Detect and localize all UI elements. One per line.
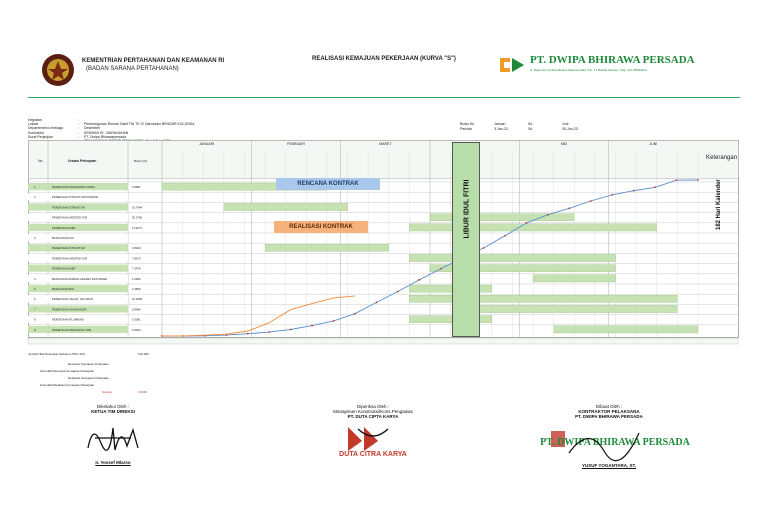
task-no: 6: [34, 297, 36, 302]
task-bar: [471, 305, 677, 312]
rencana-point: [568, 207, 570, 209]
meta-key: Surat Perjanjian: [28, 134, 53, 139]
meta-row: Departemen/Lembaga : Desember: [28, 126, 101, 131]
task-label: PEKERJAAN PENATAAN SITE: [52, 327, 92, 332]
meta-key: Departemen/Lembaga: [28, 126, 63, 131]
rencana-kontrak-label: RENCANA KONTRAK: [276, 178, 380, 190]
task-no: 8: [34, 317, 36, 322]
task-bobot: 11.9273: [132, 225, 142, 230]
task-bobot: 7.8573: [132, 256, 141, 261]
task-no: 4: [34, 276, 36, 281]
rencana-point: [590, 200, 592, 202]
rencana-point: [504, 235, 506, 237]
task-bobot: 1.0905: [132, 276, 141, 281]
rencana-point: [697, 179, 699, 181]
task-no: 7: [34, 307, 36, 312]
sig-mid-role: Manajemen Konstruksi/Kons.Pengawas: [333, 409, 413, 414]
task-bar: [409, 224, 656, 231]
col-bobot-header: Bobot (%): [134, 159, 148, 163]
signature-right: [540, 404, 690, 468]
company-logo-address: Jl. Raya Sumur Batu Buana Sarana Indah I No. 17 Bekasi Selatan | Telp. 021-85811444: [530, 68, 647, 72]
meta-value: Desember: [84, 126, 101, 131]
col-uraian-header: Uraian Pekerjaan: [68, 159, 97, 163]
meta-row: Kegiatan :: [28, 118, 79, 122]
month-header: JUNI: [649, 142, 658, 146]
hari-kalender-label: 182 Hari Kalender: [716, 179, 722, 230]
rencana-point: [633, 190, 635, 192]
task-label: PEKERJAAN MEP: [52, 266, 76, 271]
task-label: PEKERJAAN ARSITEKTUR: [52, 215, 87, 220]
realisasi-curve: [162, 296, 355, 336]
meta-value: KEMHAN RI - BARANAHAN: [84, 130, 129, 135]
task-label: BANGUNAN IGD: [52, 236, 74, 240]
sig-left-name: Ir. Yossef Mlarso: [95, 460, 131, 465]
libur-idul-fitri-label: LIBUR IDUL FITRI: [463, 179, 471, 239]
summary-band: [28, 338, 738, 344]
schedule-grid-svg: [28, 140, 740, 345]
kurva-s-sheet: [28, 40, 740, 505]
task-label: PEKERJAAN JALAN, SALURAN: [52, 297, 93, 302]
task-row-bg: [28, 285, 128, 292]
nilai-pekerjaan-value: 100,000: [138, 352, 149, 356]
kemhan-emblem-icon: [40, 52, 76, 88]
task-bobot: 2.4893: [132, 287, 141, 291]
task-label: BANGUNAN IPAL: [52, 287, 75, 291]
month-header: FEBRUARI: [287, 142, 305, 146]
rencana-point: [654, 186, 656, 188]
task-row-bg: [28, 224, 128, 231]
task-label: PEKERJAAN PLUMBING: [52, 317, 85, 322]
task-bobot: 1.8944: [132, 327, 141, 332]
document-title: REALISASI KEMAJUAN PEKERJAAN (KURVA "S"): [312, 56, 456, 62]
task-label: PEKERJAAN STRUKTUR: [52, 246, 85, 251]
rencana-point: [418, 279, 420, 281]
rencana-point: [247, 333, 249, 335]
libur-idul-fitri-block: [452, 142, 480, 337]
task-no: 2: [34, 195, 36, 200]
bulan-from: Januari: [494, 122, 506, 126]
task-row-bg: [28, 265, 128, 272]
task-label: BANGUNAN RUMAH GENSET DAN PANEL: [52, 276, 108, 281]
task-label: PEKERJAAN MEP: [52, 225, 76, 230]
signature-scribble-icon: [83, 418, 143, 458]
nilai-pekerjaan-label: Jumlah Nilai Pekerjaan Sebelum PPN 11%: [28, 352, 85, 356]
org-name: KEMENTRIAN PERTAHANAN DAN KEAMANAN RI: [82, 58, 225, 64]
period-meta: [460, 122, 596, 132]
task-bobot: 0.8080: [132, 307, 141, 312]
bulan-to: Juni: [562, 122, 569, 126]
task-label: PEKERJAAN ARSITEKTUR: [52, 256, 87, 261]
company-logo-name: PT. DWIPA BHIRAWA PERSADA: [530, 54, 695, 66]
task-label: PEKERJAAN STRUKTUR PONDASI: [52, 195, 99, 200]
document-header: [28, 52, 740, 98]
bulan-sd: Sd: [528, 122, 533, 126]
deviasi-value: 0.0000: [138, 390, 148, 394]
sig-right-name: YUSUF YOGANTARA, ST.: [581, 463, 637, 468]
sig-mid-label: Diperiksa Oleh :: [356, 404, 389, 409]
sig-right-label: Dibuat Oleh :: [595, 404, 623, 409]
task-bobot: 19.7644: [132, 205, 143, 210]
task-label: PEKERJAAN PERSIAPAN KOMIS: [52, 185, 96, 189]
company-stamp-icon: [540, 423, 690, 461]
signature-middle: [298, 404, 448, 457]
task-bobot: 10.4084: [132, 297, 143, 302]
duta-citra-karya-logo-text: DUTA CITRA KARYA: [339, 451, 407, 458]
task-no: 1: [34, 185, 36, 189]
sig-right-role: KONTRAKTOR PELAKSANA: [578, 409, 640, 414]
task-label: PEKERJAAN STRUKTUR: [52, 205, 85, 210]
sig-mid-company: PT. DUTA CIPTA KARYA: [347, 414, 399, 419]
rencana-point: [440, 268, 442, 270]
meta-row: Surat Perjanjian : PT. Dwipa Bhirawapersada: [28, 134, 127, 139]
kum-rencana-row-label: Kumulatif Rencana Kemajuan Pekerjaan: [40, 369, 95, 373]
duta-citra-karya-logo-icon: [328, 423, 418, 457]
periode-sd: Sd: [528, 127, 533, 131]
task-bobot: 7.3476: [132, 266, 141, 271]
task-bar: [409, 295, 677, 302]
rencana-point: [290, 329, 292, 331]
meta-row: Lokasi : Pembangunan Rumah Sakit TNI TK.IV Darmolalo BENDAR KOLONDA: [28, 122, 195, 127]
rencana-point: [483, 247, 485, 249]
month-header: JANUARI: [199, 142, 215, 146]
realisasi-row-label: Realisasi Kemajuan Pekerjaan: [68, 376, 109, 380]
sig-left-label: Diketahui Oleh :: [96, 404, 130, 409]
rencana-point: [676, 179, 678, 181]
col-no-header: No: [38, 159, 43, 163]
task-bar: [265, 244, 389, 251]
task-bobot: 3.8891: [132, 185, 141, 189]
task-bar: [554, 326, 698, 333]
task-label: PEKERJAAN SUMUR BOR: [52, 307, 87, 312]
task-bar: [533, 275, 615, 282]
task-no: 5: [34, 287, 36, 291]
deviasi-row-label: Deviasi: [102, 390, 112, 394]
meta-value: PT. Dwipa Bhirawapersada: [84, 134, 127, 139]
rencana-point: [333, 320, 335, 322]
schedule-grid: [28, 140, 740, 345]
bulan-label: Bulan Ke: [460, 122, 475, 126]
realisasi-kontrak-label: REALISASI KONTRAK: [274, 221, 368, 233]
meta-key: Kontraktor: [28, 130, 45, 135]
task-row-bg: [28, 234, 128, 241]
keterangan-header: Keterangan: [706, 155, 738, 161]
periode-label: Periode: [460, 127, 473, 131]
meta-key: Kegiatan: [28, 118, 42, 122]
company-logo: [498, 52, 695, 82]
dwipa-logo-icon: [498, 52, 526, 78]
meta-row: Kontraktor : KEMHAN RI - BARANAHAN: [28, 130, 129, 135]
month-header: MEI: [560, 142, 568, 146]
company-stamp-text: PT. DWIPA BHIRAWA PERSADA: [540, 437, 690, 448]
kum-realisasi-row-label: Kumulatif Realisasi Kemajuan Pekerjaan: [40, 383, 95, 387]
rencana-point: [397, 291, 399, 293]
month-header: MARET: [379, 142, 392, 146]
task-bobot: 25.0706: [132, 215, 143, 220]
sig-right-company: PT. DWIPA BHIRAWA PERSADA: [575, 414, 643, 419]
signature-left: [68, 404, 158, 465]
task-bar: [224, 203, 348, 210]
rencana-point: [354, 313, 356, 315]
task-no: 3: [34, 236, 36, 240]
periode-from: 3-Jan-23: [494, 127, 508, 131]
task-bobot: 3.8329: [132, 246, 141, 251]
rencana-point: [611, 194, 613, 196]
rencana-row-label: Rencana Kemajuan Pekerjaan: [68, 362, 109, 366]
rencana-point: [526, 222, 528, 224]
task-bar: [409, 254, 615, 261]
rencana-point: [376, 302, 378, 304]
rencana-point: [547, 214, 549, 216]
rencana-point: [268, 331, 270, 333]
meta-value: Pembangunan Rumah Sakit TNI TK.IV Darmolalo BENDAR KOLONDA: [84, 122, 195, 127]
rencana-point: [311, 325, 313, 327]
org-subname: (BADAN SARANA PERTAHANAN): [86, 66, 179, 72]
task-no: 9: [34, 327, 36, 332]
sig-left-role: KETUA TIM DIREKSI: [91, 409, 135, 414]
periode-to: 30-Jun-23: [562, 127, 578, 131]
task-bobot: 0.3091: [132, 317, 141, 322]
meta-key: Lokasi: [28, 122, 39, 127]
